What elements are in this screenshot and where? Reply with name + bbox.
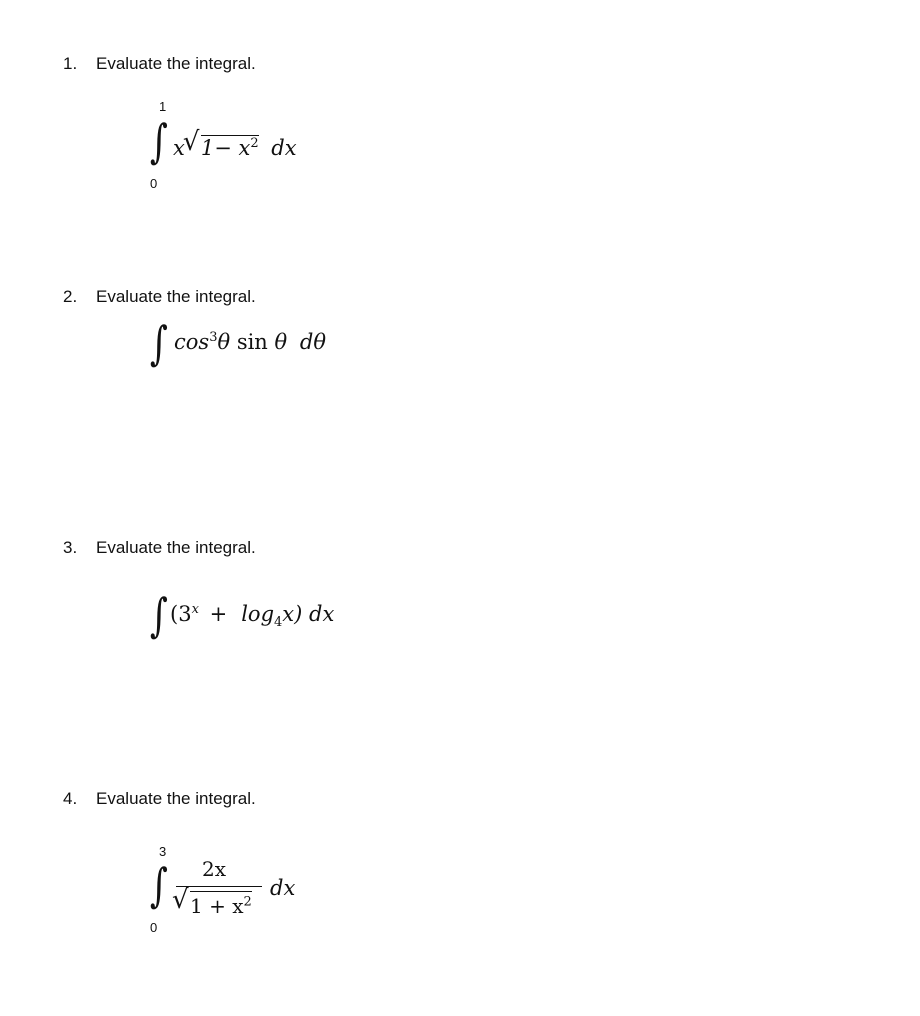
problem-3-base: 4 bbox=[274, 615, 283, 631]
problem-2-power: 3 bbox=[209, 330, 218, 345]
problem-1-title bbox=[63, 54, 256, 74]
problem-4-differential: dx bbox=[270, 876, 296, 900]
problem-1-sqrt bbox=[182, 127, 259, 160]
problem-2-number: 2. bbox=[63, 287, 78, 306]
problem-3-plus: + bbox=[209, 602, 228, 626]
problem-3-power: x bbox=[191, 602, 199, 617]
problem-1-integrand bbox=[173, 127, 297, 160]
problem-1-lower-limit: 0 bbox=[150, 176, 158, 191]
problem-2-theta: θ bbox=[217, 330, 231, 354]
problem-3-number: 3. bbox=[63, 538, 78, 557]
problem-2-integral-sign: ∫ bbox=[150, 316, 168, 370]
problem-2-theta-2: θ bbox=[274, 330, 288, 354]
problem-1-x: x bbox=[173, 136, 185, 160]
problem-3-integrand bbox=[170, 602, 335, 631]
problem-4-sqrt bbox=[172, 885, 252, 918]
problem-1-upper-limit: 1 bbox=[159, 99, 167, 114]
radical-icon: √ bbox=[182, 127, 200, 157]
problem-4-integral-sign: ∫ bbox=[150, 858, 168, 912]
problem-1-radicand bbox=[201, 135, 259, 159]
problem-1-integral-sign: ∫ bbox=[150, 114, 168, 168]
problem-1-instruction: Evaluate the integral. bbox=[96, 54, 256, 73]
problem-4-title bbox=[63, 789, 256, 809]
problem-3-differential: dx bbox=[309, 602, 335, 626]
problem-3-title bbox=[63, 538, 256, 558]
problem-4-radicand-text: 1 + x bbox=[190, 894, 244, 918]
problem-4-upper-limit: 3 bbox=[159, 844, 167, 859]
problem-3-integral-sign: ∫ bbox=[150, 588, 168, 642]
problem-1-power: 2 bbox=[250, 136, 259, 151]
problem-4-number: 4. bbox=[63, 789, 78, 808]
problem-4-power: 2 bbox=[243, 894, 252, 910]
problem-1-differential: dx bbox=[271, 136, 297, 160]
radical-icon: √ bbox=[172, 885, 189, 915]
problem-3-instruction: Evaluate the integral. bbox=[96, 538, 256, 557]
problem-2-cos: cos bbox=[174, 330, 210, 354]
problem-4-denominator bbox=[172, 885, 252, 918]
problem-2-instruction: Evaluate the integral. bbox=[96, 287, 256, 306]
problem-2-integrand bbox=[174, 332, 326, 353]
problem-2-sin: sin bbox=[236, 330, 268, 354]
problem-2-differential: dθ bbox=[299, 330, 326, 354]
problem-4-instruction: Evaluate the integral. bbox=[96, 789, 256, 808]
problem-3-log: log bbox=[241, 602, 275, 626]
problem-3-arg: x) bbox=[282, 602, 303, 626]
problem-1-number: 1. bbox=[63, 54, 78, 73]
problem-3-open: (3 bbox=[170, 602, 192, 626]
problem-4-numerator-text: 2x bbox=[202, 857, 227, 881]
problem-1-radicand-text: 1− x bbox=[200, 136, 251, 160]
problem-2-title bbox=[63, 287, 256, 307]
problem-4-lower-limit: 0 bbox=[150, 920, 158, 935]
problem-4-numerator bbox=[202, 857, 226, 881]
problem-4-radicand bbox=[190, 891, 252, 918]
